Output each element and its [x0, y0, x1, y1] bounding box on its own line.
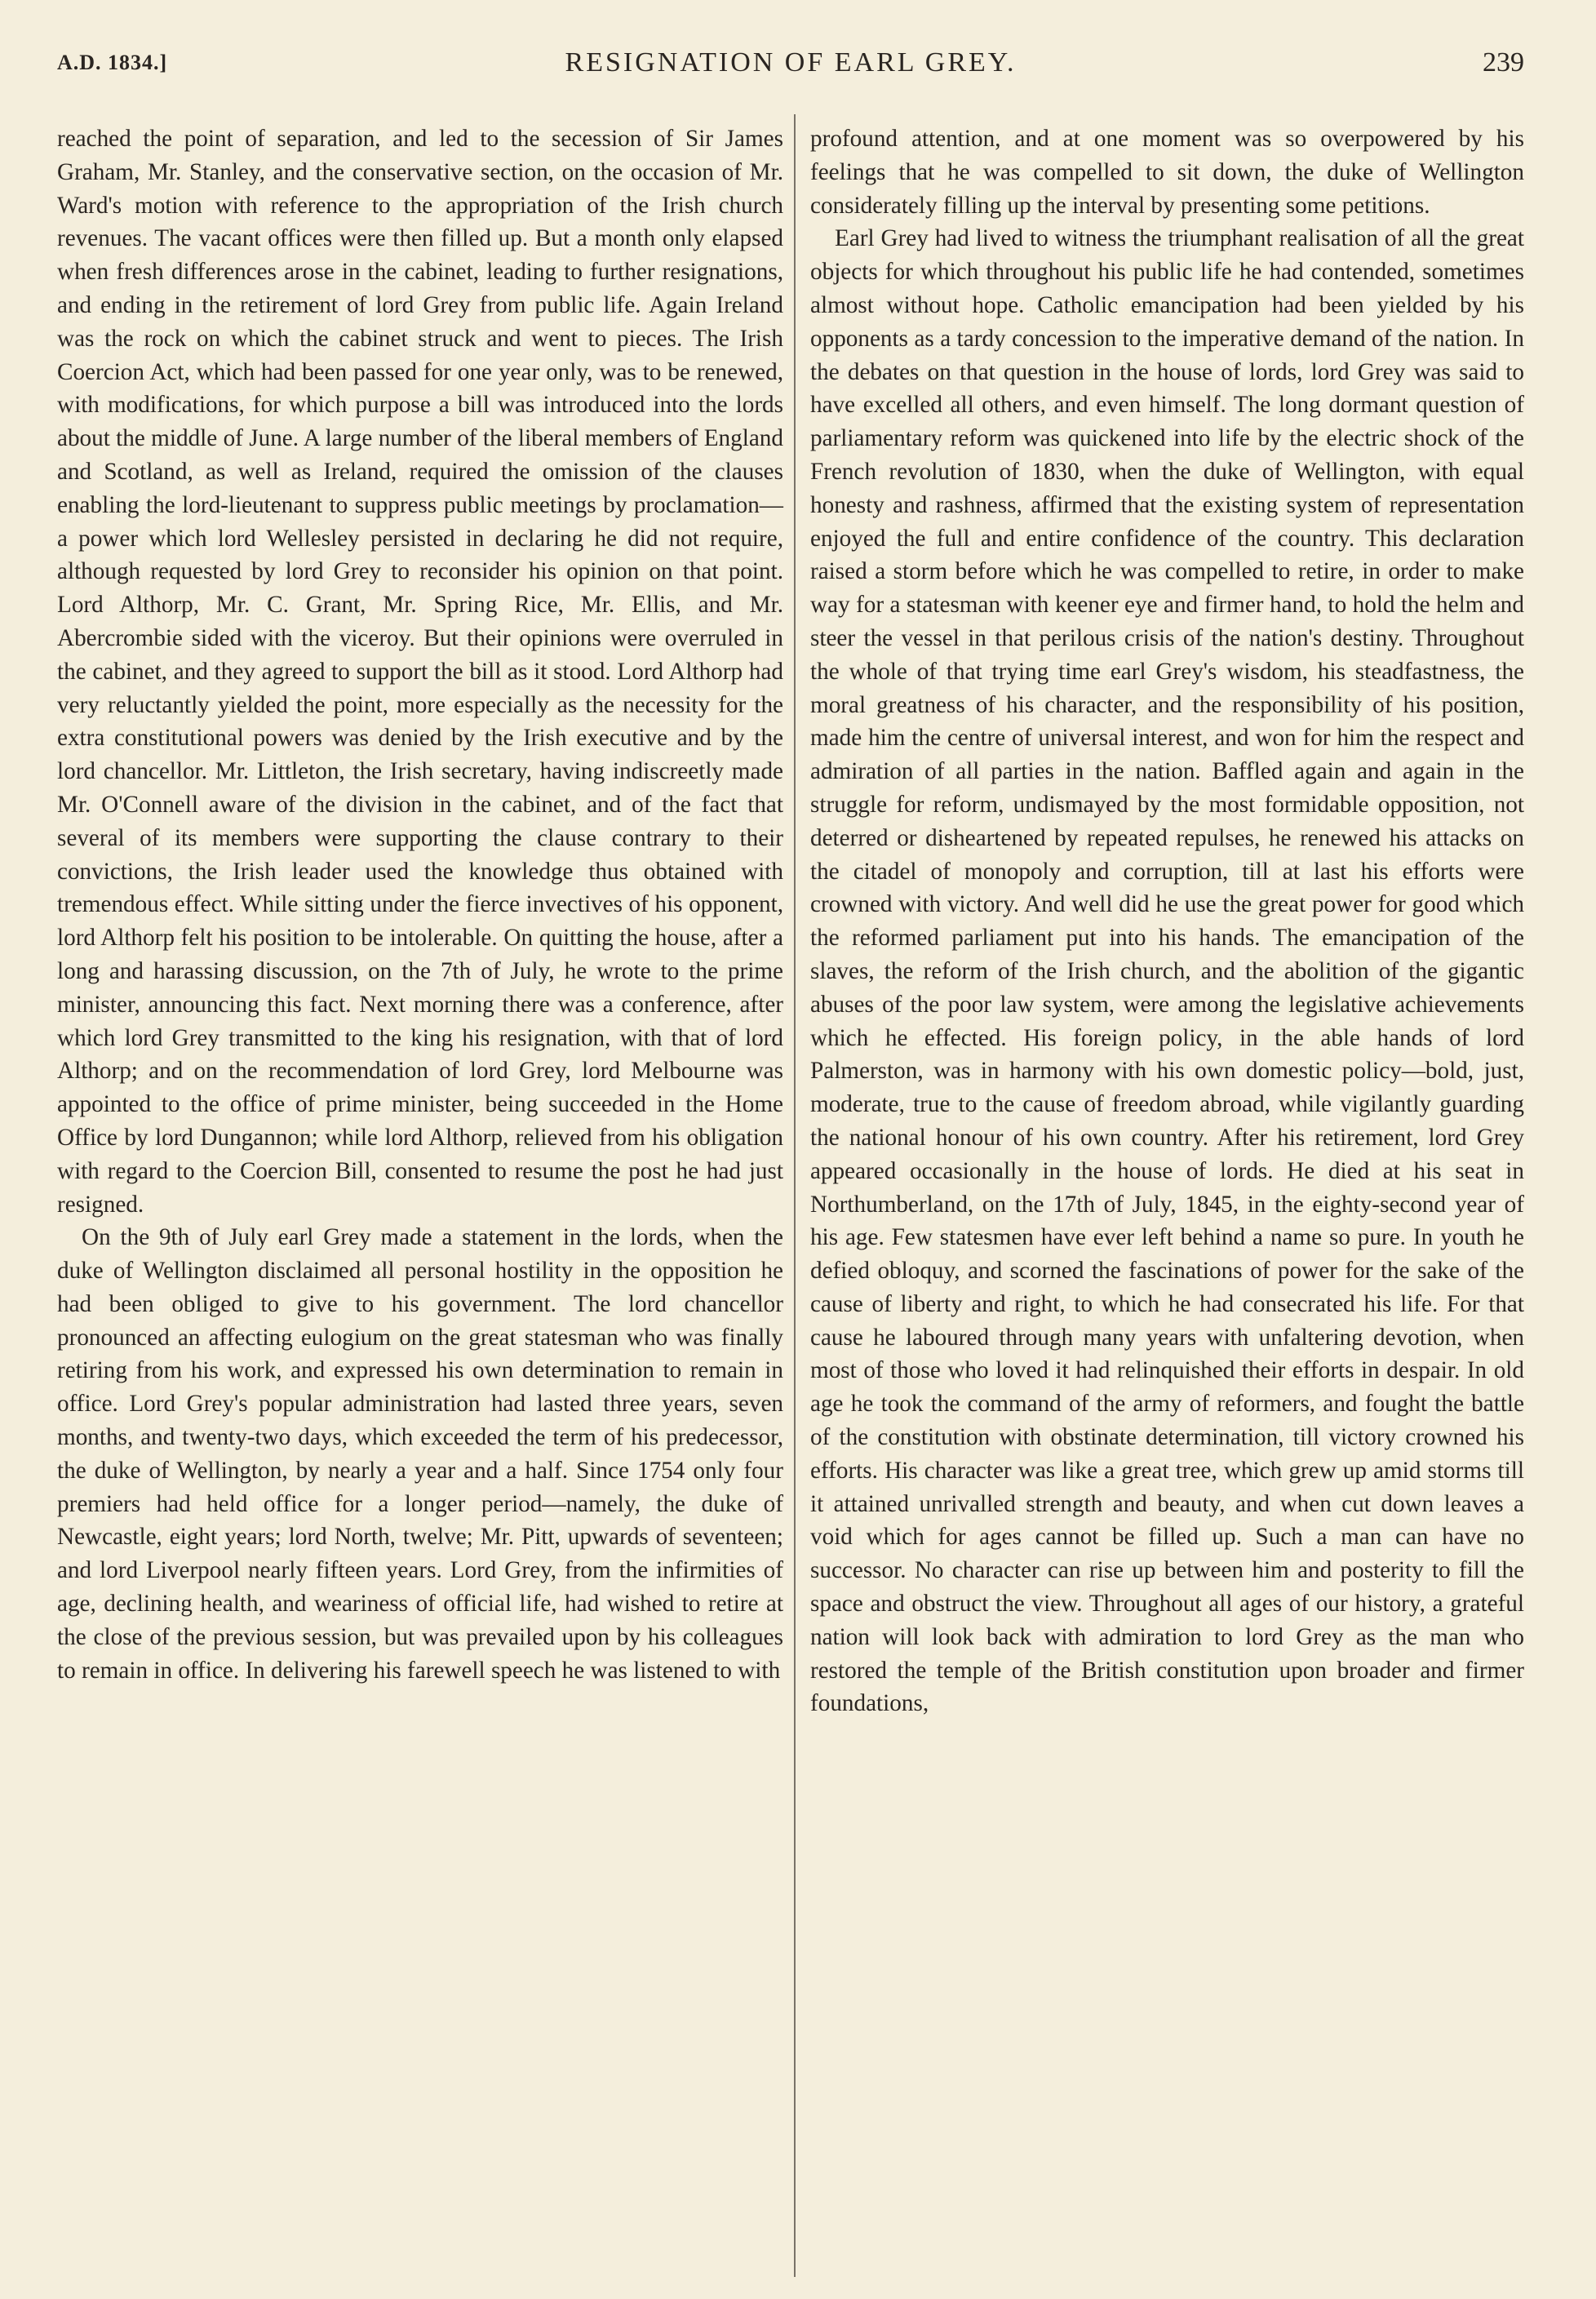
running-head [57, 44, 1524, 85]
paragraph: profound attention, and at one moment was so overpowered by his feelings that he was compelled to sit down, the duke of Wellington considerately filling up the interval by presenting some petitions. [810, 126, 1524, 219]
column-divider [794, 114, 796, 2277]
header-date: A.D. 1834.] [57, 51, 168, 74]
left-column [57, 122, 783, 2277]
paragraph: reached the point of separation, and led to the secession of Sir James Graham, Mr. Stanley, and the conservative section, on the occasion of Mr. Ward's motion with reference to the appropriation of the Irish church revenues. The vacant offices were then filled up. But a month only elapsed when fresh differences arose in the cabinet, leading to further resignations, and ending in the retirement of lord Grey from public life. Again Ireland was the rock on which the cabinet struck and went to pieces. The Irish Coercion Act, which had been passed for one year only, was to be renewed, with modifications, for which purpose a bill was introduced into the lords about the middle of June. A large number of the liberal members of England and Scotland, as well as Ireland, required the omission of the clauses enabling the lord-lieutenant to suppress public meetings by proclamation—a power which lord Wellesley persisted in declaring he did not require, although requested by lord Grey to reconsider his opinion on that point. Lord Althorp, Mr. C. Grant, Mr. Spring Rice, Mr. Ellis, and Mr. Abercrombie sided with the viceroy. But their opinions were overruled in the cabinet, and they agreed to support the bill as it stood. Lord Althorp had very reluctantly yielded the point, more especially as the necessity for the extra constitutional powers was denied by the Irish executive and by the lord chancellor. Mr. Littleton, the Irish secretary, having indiscreetly made Mr. O'Connell aware of the division in the cabinet, and of the fact that several of its members were supporting the clause contrary to their convictions, the Irish leader used the knowledge thus obtained with tremendous effect. While sitting under the fierce invectives of his opponent, lord Althorp felt his position to be intolerable. On quitting the house, after a long and harassing discussion, on the 7th of July, he wrote to the prime minister, announcing this fact. Next morning there was a conference, after which lord Grey transmitted to the king his resignation, with that of lord Althorp; and on the recommendation of lord Grey, lord Melbourne was appointed to the office of prime minister, being succeeded in the Home Office by lord Dungannon; while lord Althorp, relieved from his obligation with regard to the Coercion Bill, consented to resume the post he had just resigned. [57, 126, 783, 1218]
page-number: 239 [1483, 47, 1524, 78]
page-title: RESIGNATION OF EARL GREY. [565, 47, 1017, 78]
paragraph: Earl Grey had lived to witness the triumphant realisation of all the great objects for which throughout his public life he had contended, sometimes almost without hope. Catholic emancipation had been yielded by his opponents as a tardy concession to the imperative demand of the nation. In the debates on that question in the house of lords, lord Grey was said to have excelled all others, and even himself. The long dormant question of parliamentary reform was quickened into life by the electric shock of the French revolution of 1830, when the duke of Wellington, with equal honesty and rashness, affirmed that the existing system of representation enjoyed the full and entire confidence of the country. This declaration raised a storm before which he was compelled to retire, in order to make way for a statesman with keener eye and firmer hand, to hold the helm and steer the vessel in that perilous crisis of the nation's destiny. Throughout the whole of that trying time earl Grey's wisdom, his steadfastness, the moral greatness of his character, and the responsibility of his position, made him the centre of universal interest, and won for him the respect and admiration of all parties in the nation. Baffled again and again in the struggle for reform, undismayed by the most formidable opposition, not deterred or disheartened by repeated repulses, he renewed his attacks on the citadel of monopoly and corruption, till at last his efforts were crowned with victory. And well did he use the great power for good which the reformed parliament put into his hands. The emancipation of the slaves, the reform of the Irish church, and the abolition of the gigantic abuses of the poor law system, were among the legislative achievements which he effected. His foreign policy, in the able hands of lord Palmerston, was in harmony with his own domestic policy—bold, just, moderate, true to the cause of freedom abroad, while vigilantly guarding the national honour of his own country. After his retirement, lord Grey appeared occasionally in the house of lords. He died at his seat in Northumberland, on the 17th of July, 1845, in the eighty-second year of his age. Few statesmen have ever left behind a name so pure. In youth he defied obloquy, and scorned the fascinations of power for the sake of the cause of liberty and right, to which he had consecrated his life. For that cause he laboured through many years with unfaltering devotion, when most of those who loved it had relinquished their efforts in despair. In old age he took the command of the army of reformers, and fought the battle of the constitution with obstinate determination, till victory crowned his efforts. His character was like a great tree, which grew up amid storms till it attained unrivalled strength and beauty, and when cut down leaves a void which for ages cannot be filled up. Such a man can have no successor. No character can rise up between him and posterity to fill the space and obstruct the view. Throughout all ages of our history, a grateful nation will look back with admiration to lord Grey as the man who restored the temple of the British constitution upon broader and firmer foundations, [810, 225, 1524, 1717]
paragraph: On the 9th of July earl Grey made a statement in the lords, when the duke of Wellington disclaimed all personal hostility in the opposition he had been obliged to give to his government. The lord chancellor pronounced an affecting eulogium on the great statesman who was finally retiring from his work, and expressed his own determination to remain in office. Lord Grey's popular administration had lasted three years, seven months, and twenty-two days, which exceeded the term of his predecessor, the duke of Wellington, by nearly a year and a half. Since 1754 only four premiers had held office for a longer period—namely, the duke of Newcastle, eight years; lord North, twelve; Mr. Pitt, upwards of seventeen; and lord Liverpool nearly fifteen years. Lord Grey, from the infirmities of age, declining health, and weariness of official life, had wished to retire at the close of the previous session, but was prevailed upon by his colleagues to remain in office. In delivering his farewell speech he was listened to with [57, 1224, 783, 1684]
right-column [810, 122, 1524, 2277]
